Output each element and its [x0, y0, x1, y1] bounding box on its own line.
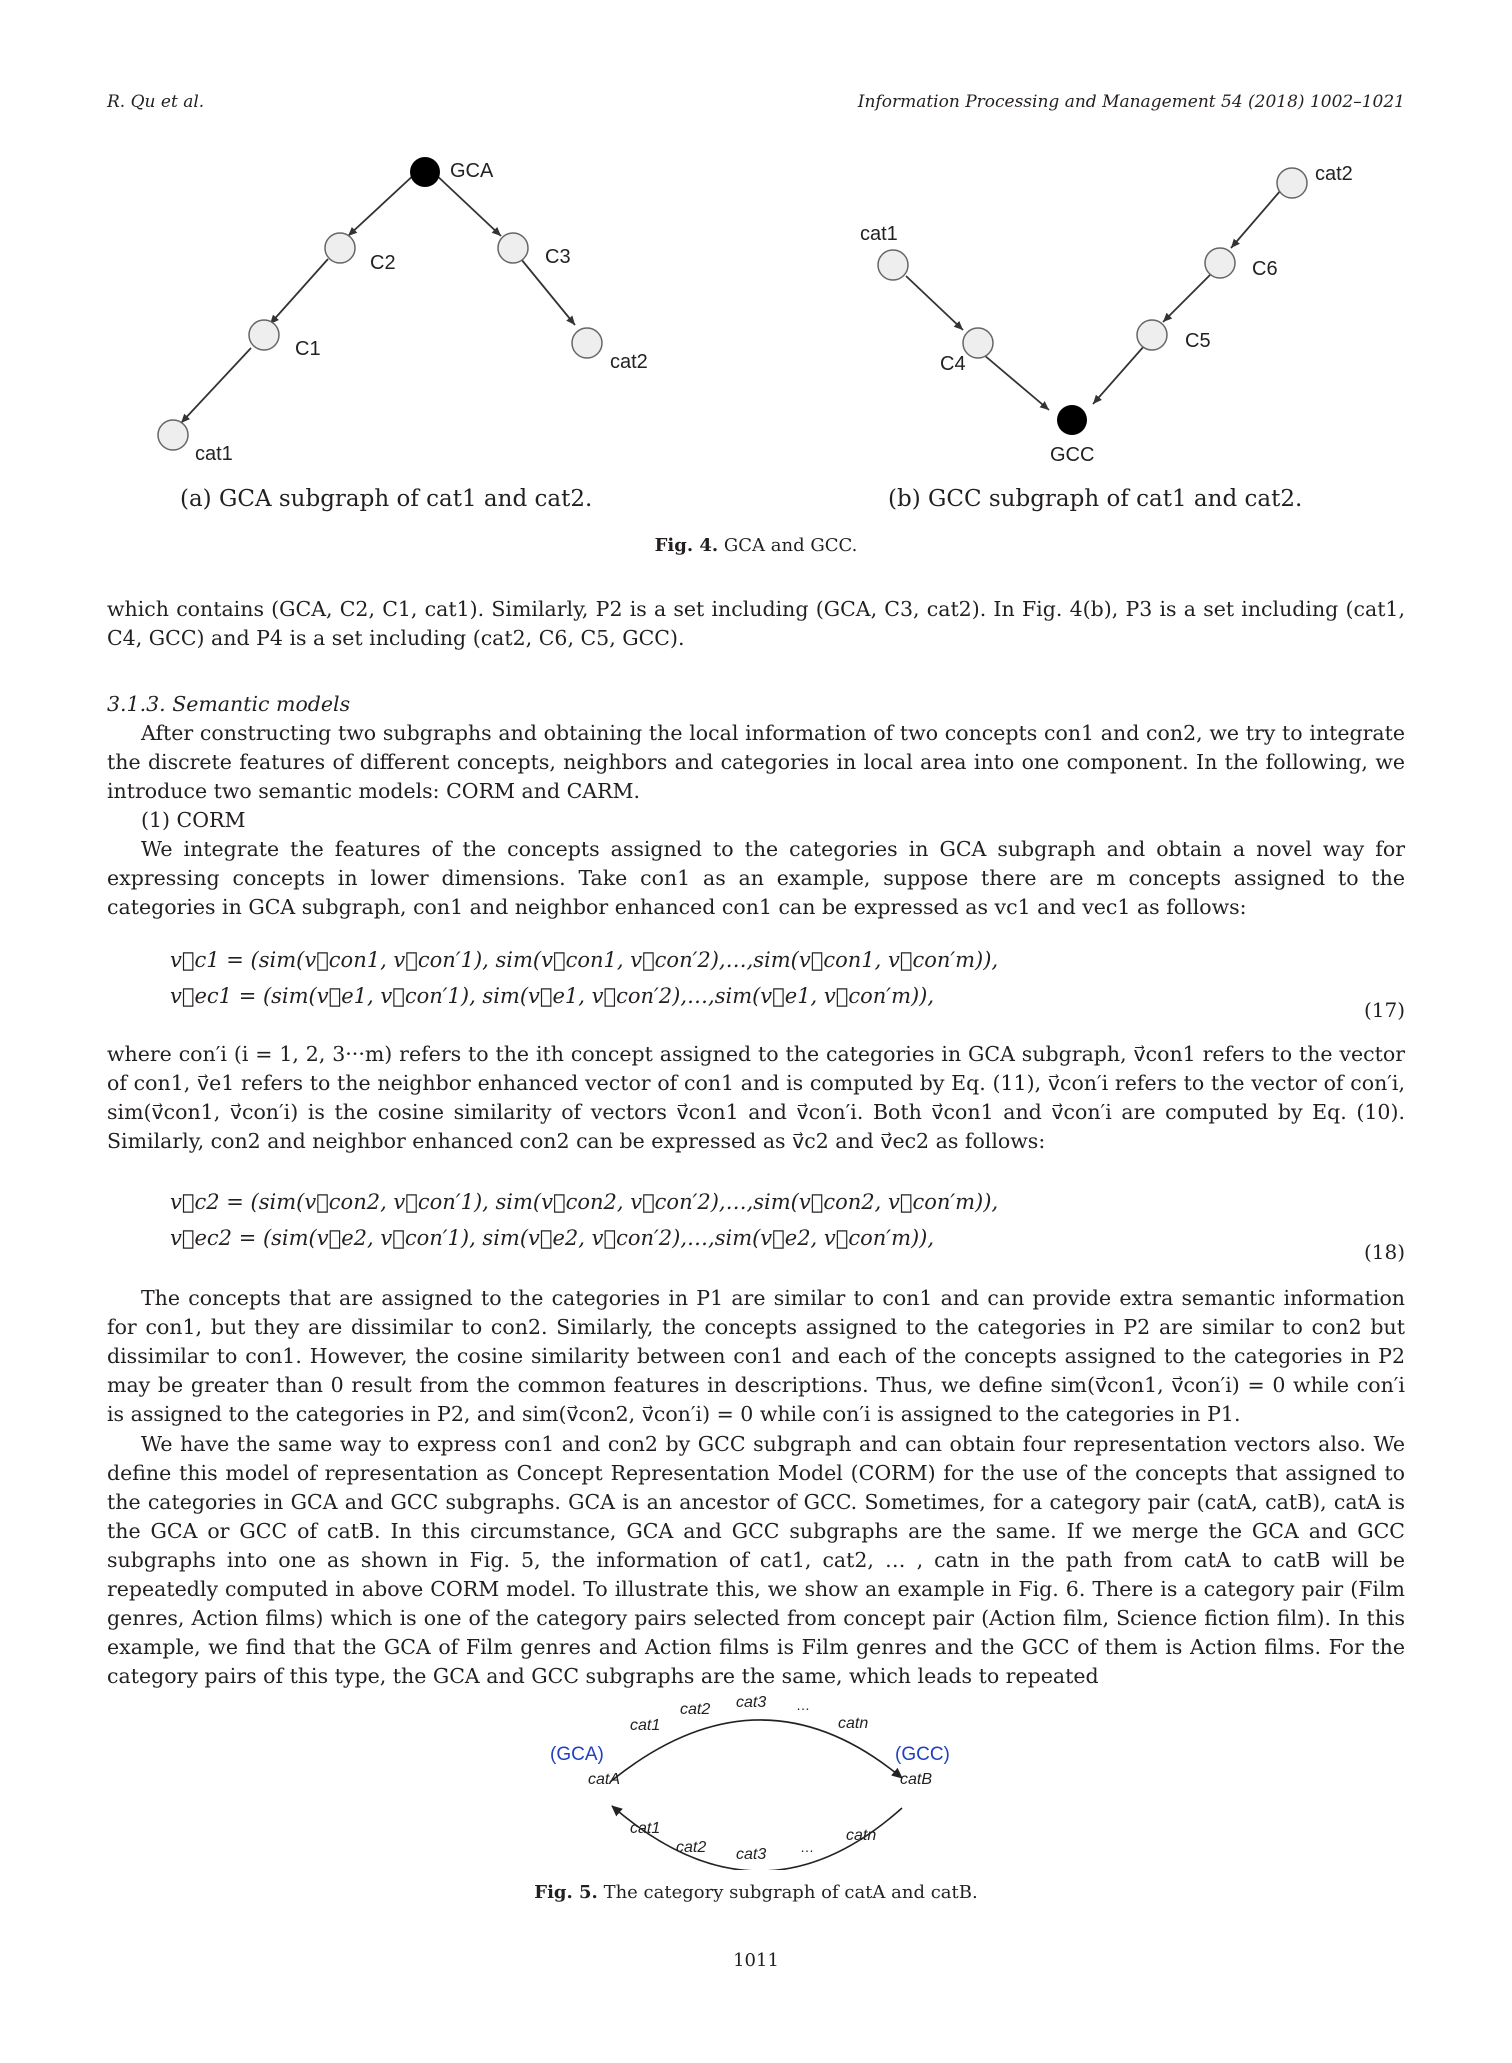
- equation-18-number: (18): [1363, 1240, 1405, 1264]
- fig4a-subcaption: (a) GCA subgraph of cat1 and cat2.: [180, 486, 593, 512]
- edge-c3-cat2: [521, 259, 575, 325]
- label-gcc: GCC: [1050, 444, 1095, 466]
- label-c1: C1: [295, 338, 321, 360]
- gcc-label: (GCC): [895, 1744, 950, 1765]
- label-cat1: cat1: [860, 223, 898, 245]
- node-c4: [963, 328, 993, 358]
- fig5-caption: [0, 1882, 1512, 1903]
- label-c5: C5: [1185, 330, 1211, 352]
- paragraph-where: where con′i (i = 1, 2, 3···m) refers to the ith concept assigned to the categories in GCA subgraph, v⃗con1 refers to the vector of con1, v⃗e1 refers to the neighbor enhanced vector of con1 and is computed by Eq. (11), v⃗con′i refers to the vector of con′i, sim(v⃗con1, v⃗con′i) is the cosine similarity of vectors v⃗con1 and v⃗con′i. Both v⃗con1 and v⃗con′i are computed by Eq. (10). Similarly, con2 and neighbor enhanced con2 can be expressed as v⃗c2 and v⃗ec2 as follows:: [107, 1042, 1405, 1153]
- label-gca: GCA: [450, 160, 494, 182]
- fig5-category-subgraph: [540, 1680, 980, 1870]
- equation-18: [170, 1184, 1405, 1256]
- cat-a-label: catA: [588, 1771, 621, 1788]
- section-heading: 3.1.3. Semantic models: [107, 692, 351, 716]
- gca-label: (GCA): [550, 1744, 604, 1765]
- bottom-catn-label: catn: [846, 1827, 877, 1844]
- label-c4: C4: [940, 353, 966, 375]
- bottom-ellipsis: …: [800, 1839, 814, 1855]
- bottom-cat1-label: cat1: [630, 1820, 661, 1837]
- equation-17-line-2: v⃗ec1 = (sim(v⃗e1, v⃗con′1), sim(v⃗e1, v⃗con′2),…,sim(v⃗e1, v⃗con′m)),: [170, 984, 935, 1008]
- bottom-cat3-label: cat3: [736, 1846, 767, 1863]
- node-cat2: [1277, 168, 1307, 198]
- edge-c1-cat1: [181, 348, 251, 423]
- running-header-journal: Information Processing and Management 54 (2018) 1002–1021: [857, 92, 1405, 112]
- node-gcc: [1057, 405, 1087, 435]
- fig4b-gcc-subgraph: [840, 150, 1380, 480]
- fig5-caption-text: The category subgraph of catA and catB.: [603, 1882, 978, 1903]
- edge-c2-c1: [270, 259, 328, 324]
- label-c2: C2: [370, 252, 396, 274]
- subheading-corm: (1) CORM: [141, 808, 246, 832]
- fig4-caption: [0, 535, 1512, 556]
- equation-17-line-1: v⃗c1 = (sim(v⃗con1, v⃗con′1), sim(v⃗con1, v⃗con′2),…,sim(v⃗con1, v⃗con′m)),: [170, 948, 999, 972]
- equation-18-line-1: v⃗c2 = (sim(v⃗con2, v⃗con′1), sim(v⃗con2, v⃗con′2),…,sim(v⃗con2, v⃗con′m)),: [170, 1190, 999, 1214]
- top-cat2-label: cat2: [680, 1701, 711, 1718]
- fig4-caption-label: Fig. 4.: [654, 535, 719, 556]
- cat-b-label: catB: [900, 1771, 933, 1788]
- paragraph-concepts: The concepts that are assigned to the categories in P1 are similar to con1 and can provide extra semantic information for con1, but they are dissimilar to con2. Similarly, the concepts assigned to the categories in P2 are similar to con2 but dissimilar to con1. However, the cosine similarity between con1 and each of the concepts assigned to the categories in P2 may be greater than 0 result from the common features in descriptions. Thus, we define sim(v⃗con1, v⃗con′i) = 0 while con′i is assigned to the categories in P2, and sim(v⃗con2, v⃗con′i) = 0 while con′i is assigned to the categories in P1.: [107, 1286, 1405, 1426]
- node-c1: [249, 320, 279, 350]
- equation-17: [170, 942, 1405, 1014]
- edge-c6-c5: [1163, 275, 1210, 322]
- equation-17-number: (17): [1363, 998, 1405, 1022]
- fig4b-subcaption: (b) GCC subgraph of cat1 and cat2.: [888, 486, 1303, 512]
- node-gca: [410, 157, 440, 187]
- node-c6: [1205, 248, 1235, 278]
- label-cat2: cat2: [610, 351, 648, 373]
- paragraph-semantic-models-intro: After constructing two subgraphs and obtaining the local information of two concepts con1 and con2, we try to integrate the discrete features of different concepts, neighbors and categories in local area into one component. In the following, we introduce two semantic models: CORM and CARM.: [107, 721, 1405, 803]
- edge-c4-gcc: [984, 355, 1049, 410]
- bottom-cat2-label: cat2: [676, 1839, 707, 1856]
- label-c6: C6: [1252, 258, 1278, 280]
- top-cat3-label: cat3: [736, 1694, 767, 1711]
- label-c3: C3: [545, 246, 571, 268]
- paragraph-paths: which contains (GCA, C2, C1, cat1). Similarly, P2 is a set including (GCA, C3, cat2). In Fig. 4(b), P3 is a set including (cat1, C4, GCC) and P4 is a set including (cat2, C6, C5, GCC).: [107, 597, 1405, 650]
- node-cat2: [572, 328, 602, 358]
- fig4a-gca-subgraph: [140, 145, 660, 485]
- top-cat1-label: cat1: [630, 1717, 661, 1734]
- equation-18-line-2: v⃗ec2 = (sim(v⃗e2, v⃗con′1), sim(v⃗e2, v⃗con′2),…,sim(v⃗e2, v⃗con′m)),: [170, 1226, 935, 1250]
- fig5-caption-label: Fig. 5.: [534, 1882, 598, 1903]
- node-c2: [325, 233, 355, 263]
- node-c5: [1137, 320, 1167, 350]
- label-cat2: cat2: [1315, 163, 1353, 185]
- fig4-caption-text: GCA and GCC.: [723, 535, 858, 556]
- edge-c5-gcc: [1093, 345, 1145, 404]
- paragraph-corm-definition: We have the same way to express con1 and con2 by GCC subgraph and can obtain four representation vectors also. We define this model of representation as Concept Representation Model (CORM) for the use of the concepts that assigned to the categories in GCA and GCC subgraphs. GCA is an ancestor of GCC. Sometimes, for a category pair (catA, catB), catA is the GCA or GCC of catB. In this circumstance, GCA and GCC subgraphs are the same. If we merge the GCA and GCC subgraphs into one as shown in Fig. 5, the information of cat1, cat2, … , catn in the path from catA to catB will be repeatedly computed in above CORM model. To illustrate this, we show an example in Fig. 6. There is a category pair (Film genres, Action films) which is one of the category pairs selected from concept pair (Action film, Science fiction film). In this example, we find that the GCA of Film genres and Action films is Film genres and the GCC of them is Action films. For the category pairs of this type, the GCA and GCC subgraphs are the same, which leads to repeated: [107, 1432, 1405, 1688]
- paragraph-corm: We integrate the features of the concepts assigned to the categories in GCA subgraph and obtain a novel way for expressing concepts in lower dimensions. Take con1 as an example, suppose there are m concepts assigned to the categories in GCA subgraph, con1 and neighbor enhanced con1 can be expressed as vc1 and vec1 as follows:: [107, 837, 1405, 919]
- edge-gca-c2: [348, 172, 417, 236]
- node-c3: [498, 233, 528, 263]
- top-ellipsis: …: [796, 1697, 810, 1713]
- edge-cat2-c6: [1231, 190, 1281, 248]
- label-cat1: cat1: [195, 443, 233, 465]
- edge-cat1-c4: [906, 276, 963, 330]
- running-header-authors: R. Qu et al.: [107, 92, 205, 112]
- node-cat1: [878, 250, 908, 280]
- top-catn-label: catn: [838, 1715, 869, 1732]
- node-cat1: [158, 420, 188, 450]
- page-number: 1011: [733, 1950, 779, 1971]
